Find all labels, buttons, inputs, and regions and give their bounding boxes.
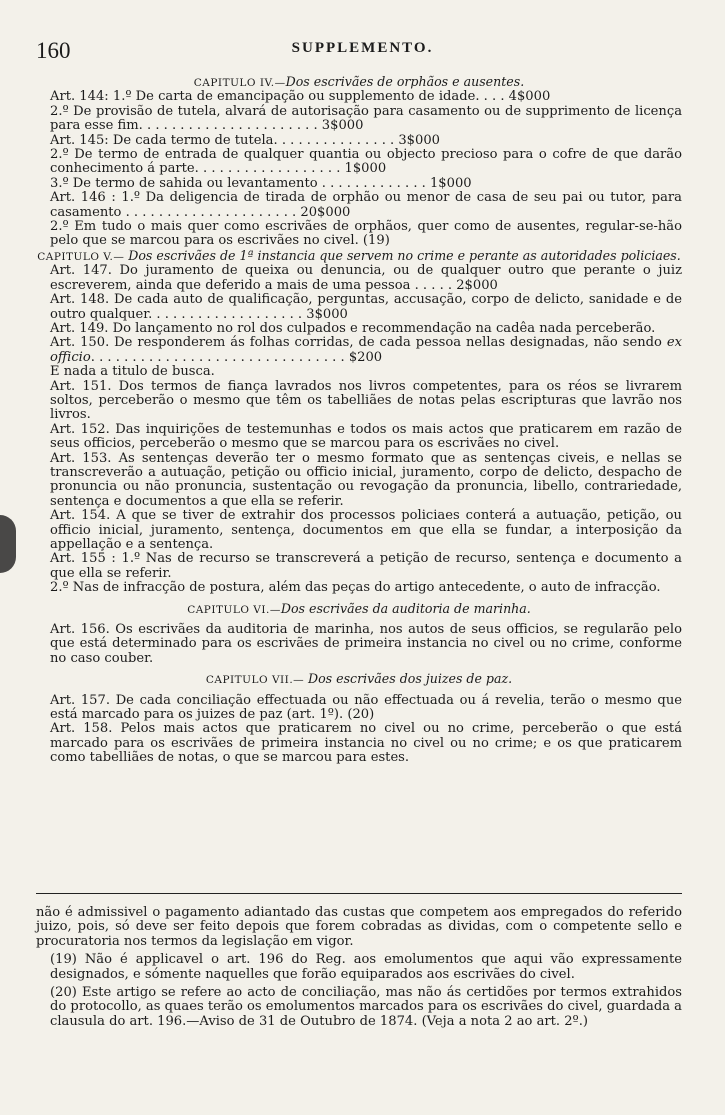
article-paragraph: Art. 151. Dos termos de fiança lavrados nos livros competentes, para os réos se livrarem soltos, perceberão o mesmo que têm os tabelliães de notas pelas escripturas que lavrão nos livros. — [50, 378, 682, 423]
footnote-divider — [36, 893, 682, 894]
article-paragraph: 2.º De provisão de tutela, alvará de autorisação para casamento ou de supprimento de licença para esse fim. . . . . . . . . . . . . . . . . . . . . . 3$000 — [50, 103, 682, 134]
chapter-heading: CAPITULO VI.—Dos escrivães da auditoria de marinha. — [187, 600, 531, 616]
page-number: 160 — [36, 38, 71, 63]
footnotes — [36, 906, 682, 1033]
main-text — [36, 75, 682, 766]
article-paragraph: Art. 155 : 1.º Nas de recurso se transcreverá a petição de recurso, sentença e documento a que ella se referir. — [50, 551, 682, 581]
footnote: não é admissivel o pagamento adiantado das custas que competem aos empregados do referido juizo, pois, só deve ser feito depois que forem cobradas as dividas, com o competente sello e procuratoria nos termos da legislação em vigor. — [36, 905, 682, 949]
chapter-heading: CAPITULO VII.— Dos escrivães dos juizes de paz. — [205, 671, 513, 687]
chapter-heading: CAPITULO V.— Dos escrivães de 1ª instancia que servem no crime e perante as autoridades policiaes. — [37, 247, 681, 263]
article-paragraph: Art. 154. A que se tiver de extrahir dos processos policiaes conterá a autuação, petição, ou officio inicial, juramento, sentença, documentos em que ella se fundar, a interposição da appellação e a sentença. — [50, 508, 682, 552]
article-paragraph: Art. 158. Pelos mais actos que praticarem no civel ou no crime, perceberão o que está marcado para os escrivães de primeira instancia no civel ou no crime; e os que praticarem como tabelliães de notas, o que se marcou para estes. — [50, 721, 682, 766]
article-paragraph: 3.º De termo de sahida ou levantamento . . . . . . . . . . . . . 1$000 — [50, 175, 472, 191]
article-paragraph: Art. 153. As sentenças deverão ter o mesmo formato que as sentenças civeis, e nellas se transcreverão a autuação, petição ou officio inicial, juramento, corpo de delicto, despacho de pronuncia ou não pronuncia, sustentação ou revogação da pronuncia, libello, contrariedade, sentença e documentos a que ella se referir. — [50, 450, 682, 509]
article-paragraph: Art. 156. Os escrivães da auditoria de marinha, nos autos de seus officios, se regularão pelo que está determinado para os escrivães de primeira instancia no civel ou no crime, conforme no caso couber. — [50, 622, 682, 666]
ink-blot — [0, 515, 16, 573]
article-paragraph: Art. 147. Do juramento de queixa ou denuncia, ou de qualquer outro que perante o juiz escreverem, ainda que deferido a mais de uma pessoa . . . . . 2$000 — [50, 263, 682, 293]
article-paragraph: Art. 148. De cada auto de qualificação, perguntas, accusação, corpo de delicto, sanidade e de outro qualquer. . . . . . . . . . . . . . . . . . . 3$000 — [50, 292, 682, 322]
footnote: (20) Este artigo se refere ao acto de conciliação, mas não ás certidões por termos extrahidos do protocollo, as quaes terão os emolumentos marcados para os escrivães do civel, guardada a clausula do art. 196.—Aviso de 31 de Outubro de 1874. (Veja a nota 2 ao art. 2º.) — [50, 985, 682, 1029]
article-paragraph: 2.º Nas de infracção de postura, além das peças do artigo antecedente, o auto de infracção. — [50, 580, 661, 596]
chapter-heading: CAPITULO IV.—Dos escrivães de orphãos e ausentes. — [193, 74, 525, 89]
article-paragraph: E nada a titulo de busca. — [50, 364, 215, 380]
article-paragraph: Art. 144: 1.º De carta de emancipação ou supplemento de idade. . . . 4$000 — [50, 89, 551, 105]
footnote: (19) Não é applicavel o art. 196 do Reg. aos emolumentos que aqui vão expressamente designados, e sómente naquelles que forão equiparados aos escrivães do civel. — [50, 952, 682, 982]
article-paragraph: 2.º Em tudo o mais quer como escrivães de orphãos, quer como de ausentes, regular-se-hão pelo que se marcou para os escrivães no civel. (19) — [50, 219, 682, 249]
article-paragraph: Art. 149. Do lançamento no rol dos culpados e recommendação na cadêa nada perceberão. — [50, 320, 656, 336]
article-paragraph: 2.º De termo de entrada de qualquer quantia ou objecto precioso para o cofre de que darão conhecimento á parte. . . . . . . . . . . . . . . . . . 1$000 — [50, 147, 682, 177]
article-paragraph: Art. 157. De cada conciliação effectuada ou não effectuada ou á revelia, terão o mesmo que está marcado para os juizes de paz (art. 1º). (20) — [50, 692, 682, 723]
article-paragraph: Art. 152. Das inquirições de testemunhas e todos os mais actos que praticarem em razão de seus officios, perceberão o mesmo que se marcou para os escrivães no civel. — [50, 421, 682, 452]
page-title: SUPPLEMENTO. — [291, 40, 434, 56]
article-paragraph: Art. 150. De responderem ás folhas corridas, de cada pessoa nellas designadas, não sendo ex officio. . . . . . . . . . . . . . . . . . . . . . . . . . . . . . . $200 — [50, 335, 682, 365]
article-paragraph: Art. 146 : 1.º Da deligencia de tirada de orphão ou menor de casa de seu pai ou tutor, para casamento . . . . . . . . . . . . . . . . . . . . . 20$000 — [50, 190, 682, 220]
article-paragraph: Art. 145: De cada termo de tutela. . . . . . . . . . . . . . . 3$000 — [50, 132, 441, 148]
